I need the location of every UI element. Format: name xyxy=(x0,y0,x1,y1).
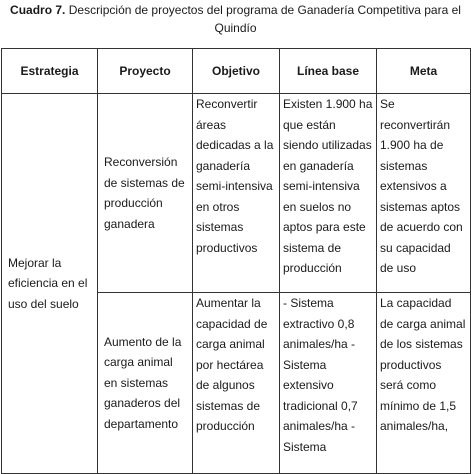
header-estrategia: Estrategia xyxy=(2,49,98,94)
objective-cell xyxy=(193,293,280,474)
goal-cell xyxy=(377,94,471,293)
header-meta: Meta xyxy=(377,49,471,94)
table-header-row xyxy=(2,49,471,94)
objective-cell xyxy=(193,94,280,293)
caption-text: Descripción de proyectos del programa de Ganadería Competitiva para el Quindío xyxy=(65,3,461,35)
baseline-cell xyxy=(280,94,377,293)
caption-label: Cuadro 7. xyxy=(10,3,66,17)
header-linea-base: Línea base xyxy=(280,49,377,94)
baseline-text: - Sistema extractivo 0,8 animales/ha - Sistema extensivo tradicional 0,7 animales/ha - Sistema xyxy=(283,296,358,454)
project-cell: Aumento de la carga animal en sistemas ganaderos del departamento xyxy=(98,293,193,474)
objective-text: Aumentar la capacidad de carga animal por hectárea de algunos sistemas de producción xyxy=(196,296,268,433)
goal-text: La capacidad de carga animal de los sistemas productivos será como mínimo de 1,5 animales/ha, xyxy=(380,296,466,433)
header-objetivo: Objetivo xyxy=(193,49,280,94)
project-cell: Reconversión de sistemas de producción ganadera xyxy=(98,94,193,293)
projects-table xyxy=(1,48,471,474)
objective-text: Reconvertir áreas dedicadas a la ganadería semi-intensiva en otros sistemas productivos xyxy=(196,97,274,255)
baseline-text: Existen 1.900 ha que están siendo utilizadas en ganadería semi-intensiva en suelos no aptos para este sistema de producción xyxy=(283,97,373,275)
baseline-cell xyxy=(280,293,377,474)
goal-text: Se reconvertirán 1.900 ha de sistemas extensivos a sistemas aptos de acuerdo con su capacidad de uso xyxy=(380,97,463,275)
table-caption xyxy=(0,0,471,37)
table-row xyxy=(2,94,471,293)
header-proyecto: Proyecto xyxy=(98,49,193,94)
goal-cell xyxy=(377,293,471,474)
strategy-cell: Mejorar la eficiencia en el uso del suelo xyxy=(2,94,98,474)
